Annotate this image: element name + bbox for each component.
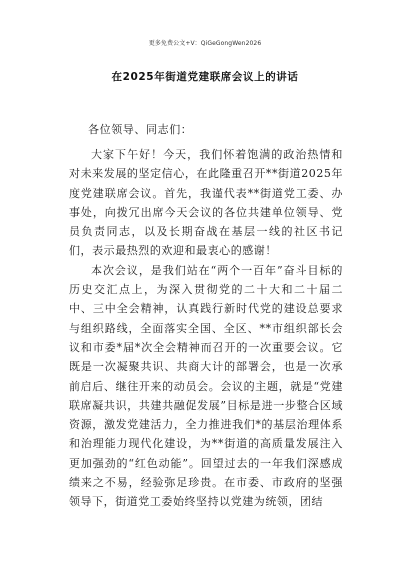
salutation: 各位领导、同志们：: [88, 123, 193, 136]
header-note: 更多免费公文+V：QiGeGongWen2026: [148, 40, 262, 47]
document-title: 在2025年街道党建联席会议上的讲话: [111, 71, 299, 83]
paragraph-meeting-purpose: 本次会议，是我们站在“两个一百年”奋斗目标的历史交汇点上，为深入贯彻党的二十大和二十届二中、三中全会精神，认真践行新时代党的建设总要求与组织路线，全面落实全国、全区、**市组织部长会议和市委*届*次全会精神而召开的一次重要会议。它既是一次凝聚共识、共商大计的部署会，也是一次承前启后、继往开来的动员会。会议的主题，就是“党建联席凝共识，共建共融促发展”目标是进一步整合区域资源，激发党建活力，全力推进我们*的基层治理体系和治理能力现代化建设，为**街道的高质量发展注入更加强劲的“红色动能”。回望过去的一年我们深感成绩来之不易，经验弥足珍贵。在市委、市政府的坚强领导下，街道党工委始终坚持以党建为统领，团结: [69, 263, 343, 509]
paragraph-welcome: 大家下午好！今天，我们怀着饱满的政治热情和对未来发展的坚定信心，在此隆重召开**街道2025年度党建联席会议。首先，我谨代表**街道党工委、办事处，向拨冗出席今天会议的各位共建单位领导、党员负责同志，以及长期奋战在基层一线的社区书记们，表示最热烈的欢迎和最衷心的感谢！: [69, 148, 343, 258]
document-body: [69, 145, 343, 512]
